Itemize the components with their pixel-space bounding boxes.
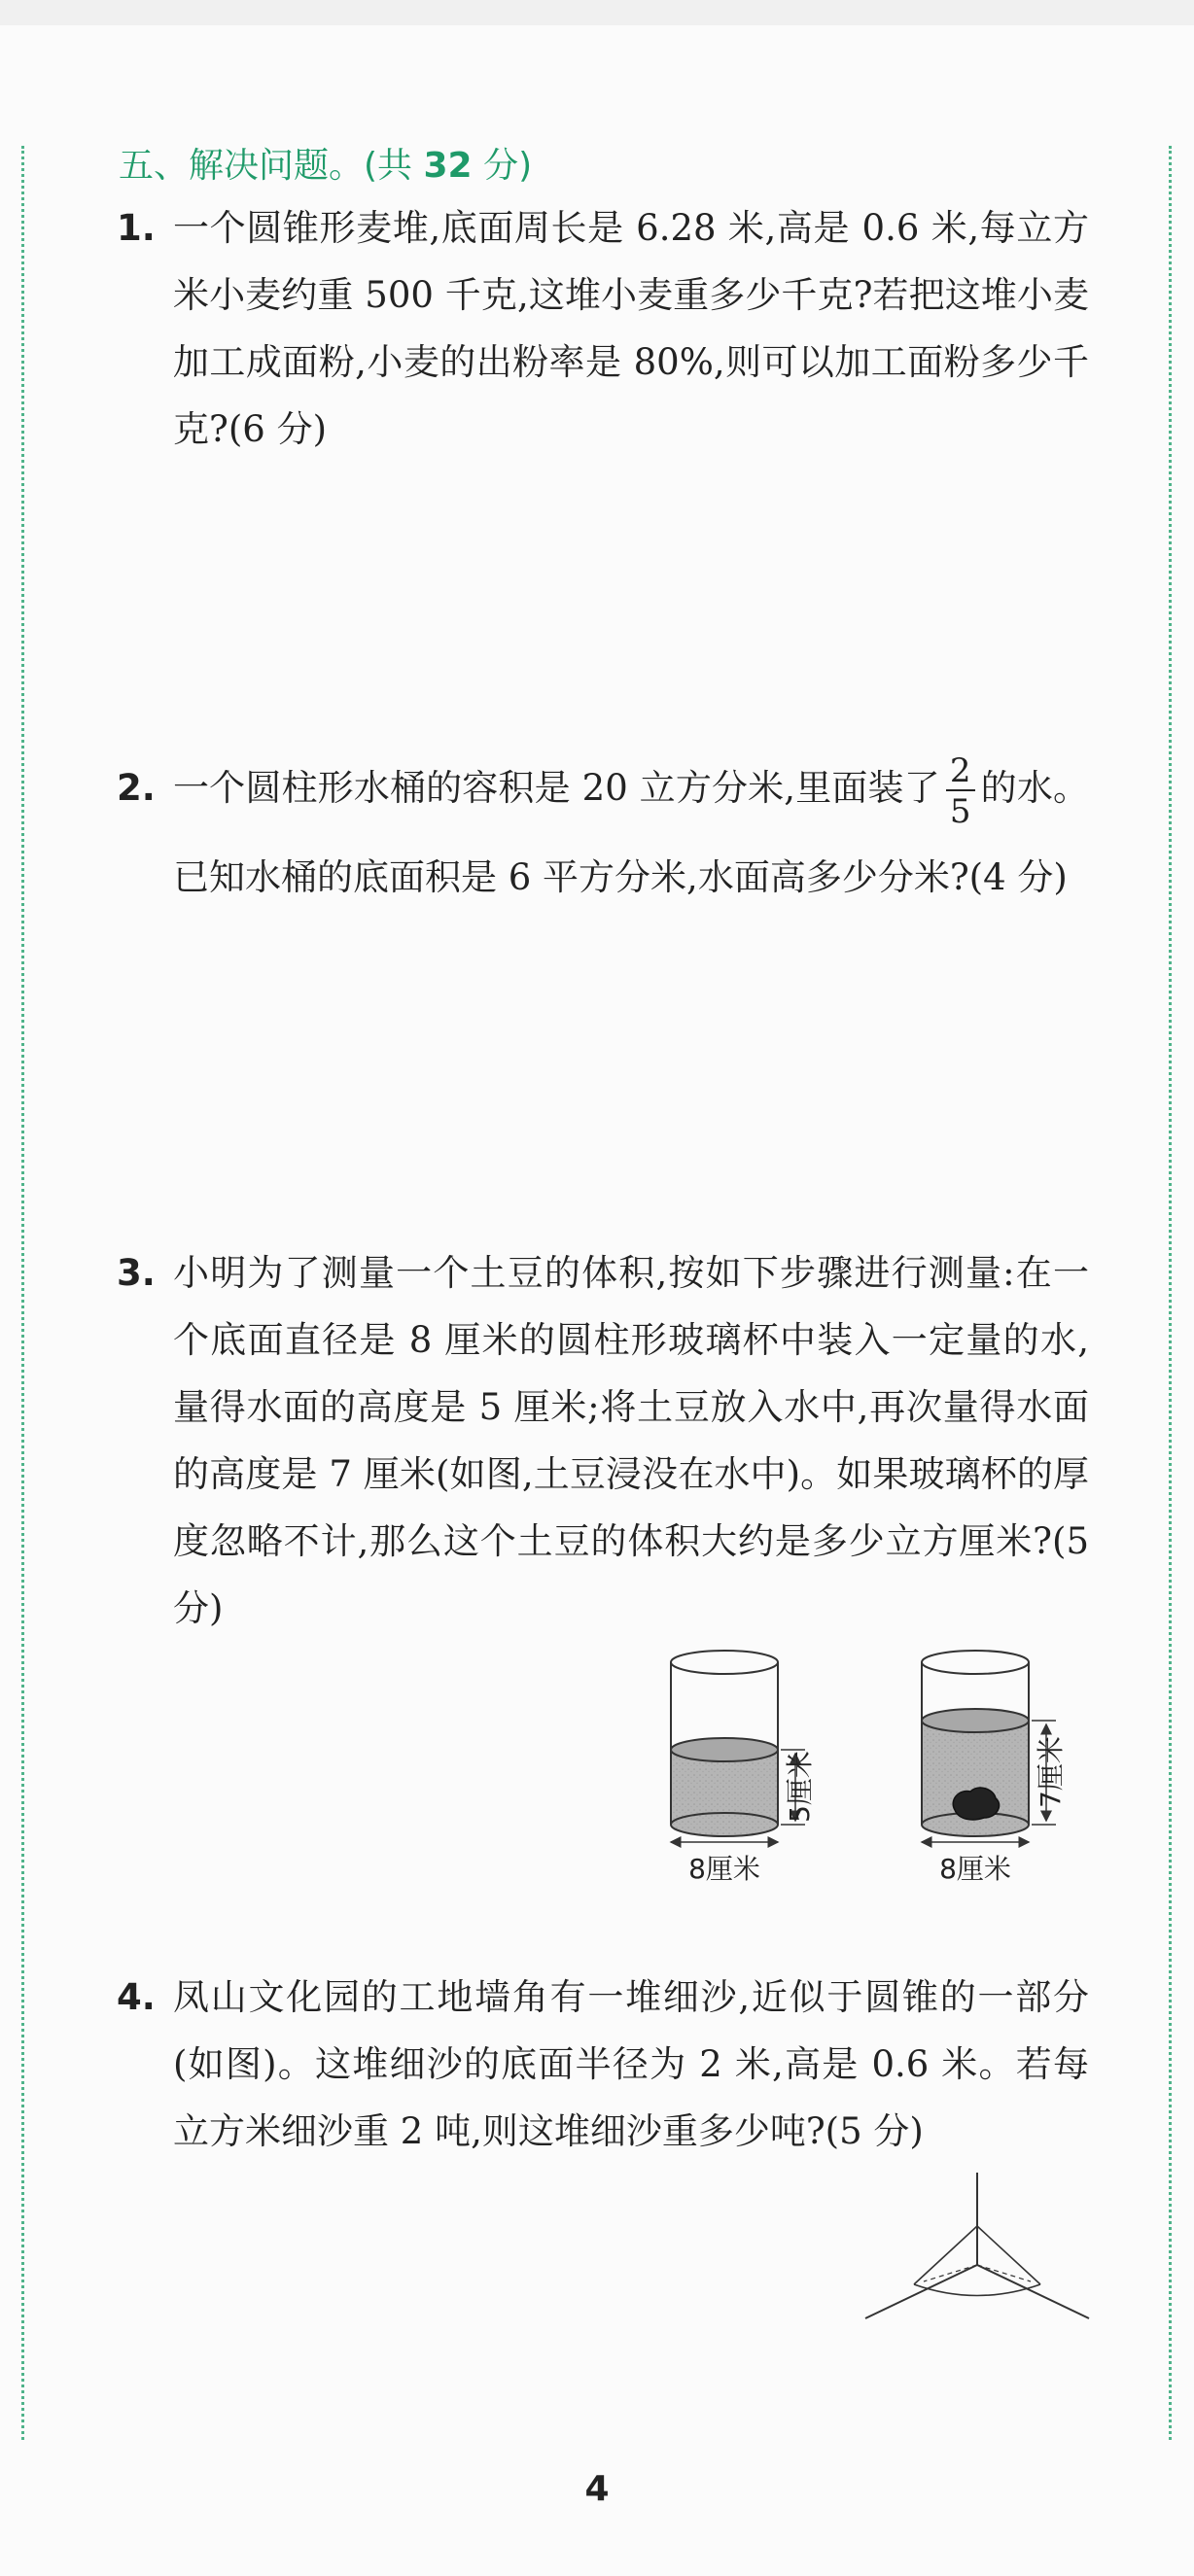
- width-label: 8厘米: [939, 1853, 1011, 1885]
- height-label: 5厘米: [784, 1751, 816, 1823]
- fraction: $\frac{2}{5}$: [946, 754, 975, 828]
- question-number: 4.: [117, 1976, 156, 2018]
- cup-right: [922, 1651, 1067, 1885]
- question-text: 一个圆柱形水桶的容积是 20 立方分米,里面装了 $\frac{2}{5}$ 的水。已知水桶的底面积是 6 平方分米,水面高多少分米?(4 分): [173, 750, 1089, 898]
- question-number: 2.: [117, 767, 156, 809]
- question-text: 一个圆锥形麦堆,底面周长是 6.28 米,高是 0.6 米,每立方米小麦约重 500 千克,这堆小麦重多少千克?若把这堆小麦加工成面粉,小麦的出粉率是 80%,则可以加工面粉多少千克?(6 分): [173, 207, 1089, 450]
- question-3: [117, 1239, 1089, 1642]
- question-2: [117, 744, 1089, 922]
- question-number: 3.: [117, 1252, 156, 1294]
- top-strip: [0, 0, 1194, 25]
- left-margin-guide: [21, 146, 24, 2440]
- page-number: 4: [584, 2469, 610, 2509]
- width-label: 8厘米: [688, 1853, 760, 1885]
- question-text: 凤山文化园的工地墙角有一堆细沙,近似于圆锥的一部分(如图)。这堆细沙的底面半径为 2 米,高是 0.6 米。若每立方米细沙重 2 吨,则这堆细沙重多少吨?(5 分): [173, 1976, 1089, 2152]
- question-text: 小明为了测量一个土豆的体积,按如下步骤进行测量:在一个底面直径是 8 厘米的圆柱形玻璃杯中装入一定量的水,量得水面的高度是 5 厘米;将土豆放入水中,再次量得水面的高度是 7 厘米(如图,土豆浸没在水中)。如果玻璃杯的厚度忽略不计,那么这个土豆的体积大约是多少立方厘米?(5 分): [173, 1252, 1089, 1629]
- question-number: 1.: [117, 207, 156, 249]
- potato: [953, 1788, 999, 1820]
- height-label: 7厘米: [1035, 1736, 1067, 1808]
- cup-left: [671, 1651, 816, 1885]
- question-1: [117, 194, 1089, 463]
- question-4: [117, 1964, 1089, 2165]
- section-title: 五、解决问题。(共 32 分): [119, 146, 533, 186]
- sand-cone-figure: [856, 2173, 1099, 2328]
- right-margin-guide: [1169, 146, 1172, 2440]
- cup-figure: [651, 1633, 1108, 1896]
